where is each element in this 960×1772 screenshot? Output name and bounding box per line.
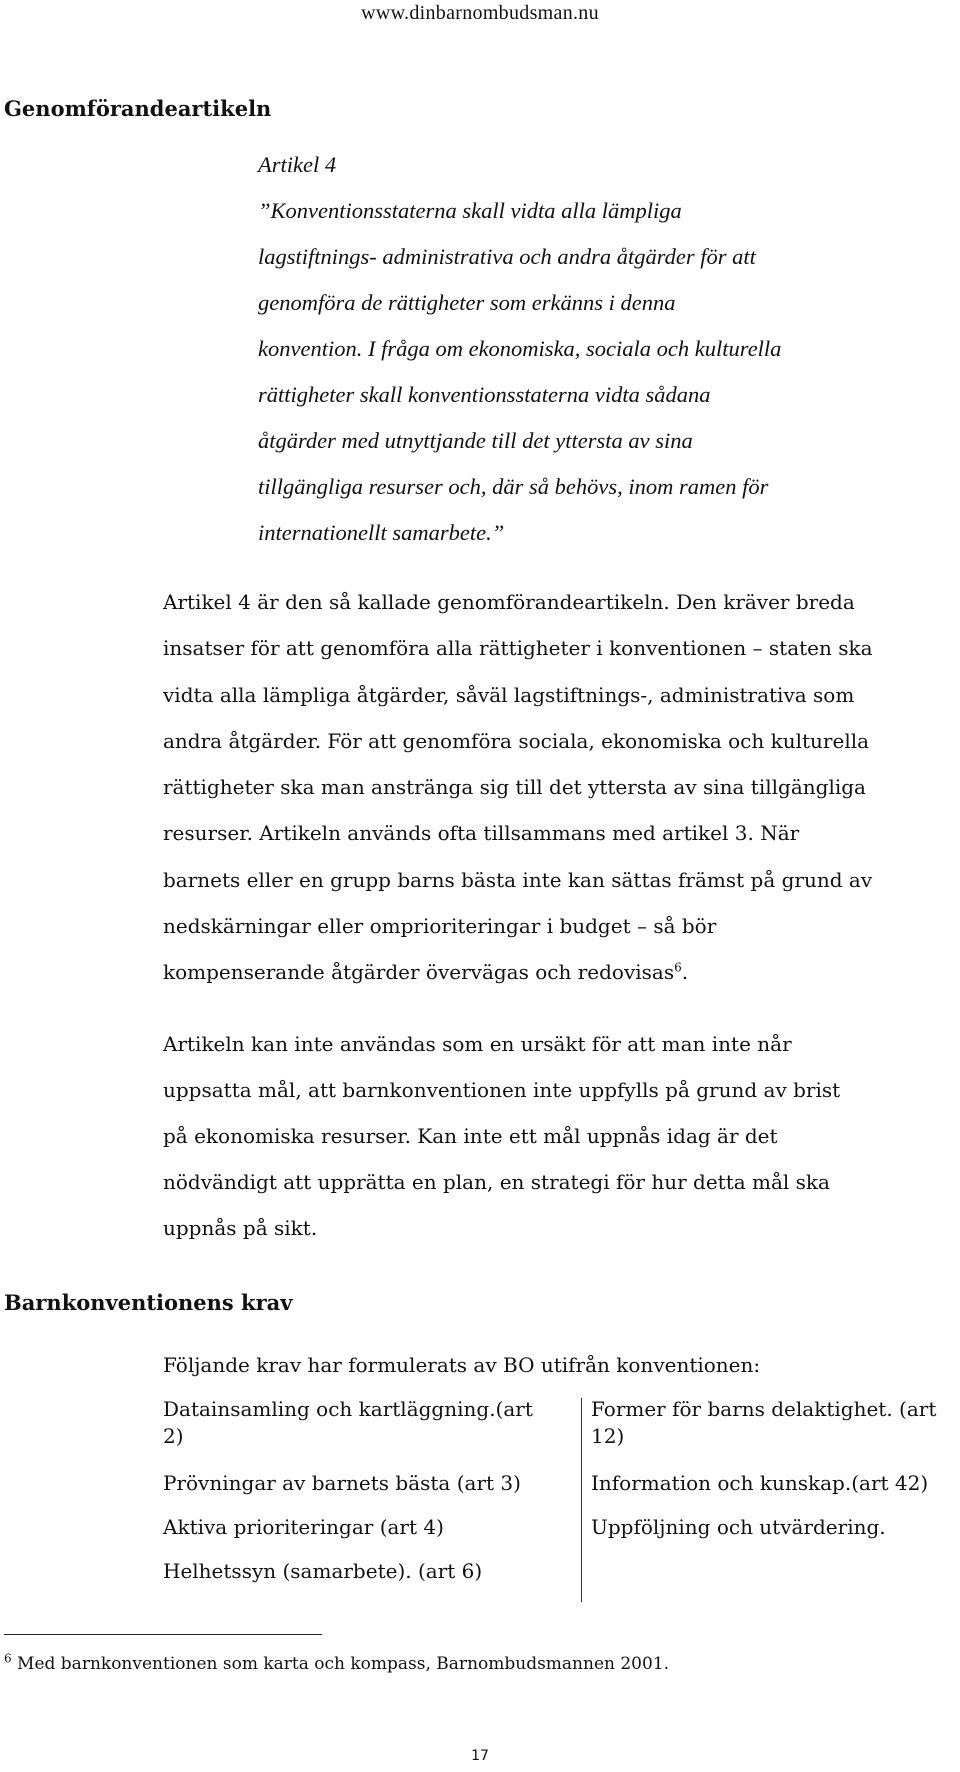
requirement-text: Former för barns delaktighet. (art: [591, 1397, 937, 1421]
section-heading: Barnkonventionens krav: [4, 1290, 293, 1315]
article-quote: [258, 152, 781, 566]
body-paragraph: [163, 1032, 840, 1262]
footnote-text: Med barnkonventionen som karta och kompass, Barnombudsmannen 2001.: [11, 1654, 670, 1674]
quote-title: Artikel 4: [258, 152, 337, 177]
quote-line: åtgärder med utnyttjande till det yttersta av sina: [258, 428, 693, 453]
quote-line: rättigheter skall konventionsstaterna vidta sådana: [258, 382, 711, 407]
requirement-item: Information och kunskap.(art 42): [591, 1471, 929, 1495]
paragraph-line: Artikel 4 är den så kallade genomförandeartikeln. Den kräver breda: [163, 590, 855, 614]
requirements-intro: Följande krav har formulerats av BO utifrån konventionen:: [163, 1353, 761, 1377]
footnote: [4, 1651, 670, 1674]
header-url: www.dinbarnombudsman.nu: [361, 2, 599, 24]
quote-line: tillgängliga resurser och, där så behövs, inom ramen för: [258, 474, 769, 499]
requirement-item: [163, 1396, 533, 1450]
requirement-item: Helhetssyn (samarbete). (art 6): [163, 1559, 483, 1583]
paragraph-line: uppnås på sikt.: [163, 1216, 318, 1240]
paragraph-period: .: [681, 960, 689, 985]
paragraph-line: vidta alla lämpliga åtgärder, såväl lagstiftnings-, administrativa som: [163, 682, 855, 707]
paragraph-line: resurser. Artikeln används ofta tillsammans med artikel 3. När: [163, 821, 800, 846]
quote-line: internationellt samarbete.”: [258, 520, 505, 545]
body-paragraph: [163, 590, 873, 1007]
quote-line: konvention. I fråga om ekonomiska, sociala och kulturella: [258, 336, 782, 361]
requirement-item: Aktiva prioriteringar (art 4): [163, 1515, 444, 1539]
column-divider: [581, 1398, 582, 1602]
requirements-right-column: [591, 1396, 960, 1596]
quote-line: genomföra de rättigheter som erkänns i denna: [258, 290, 676, 315]
paragraph-line: uppsatta mål, att barnkonventionen inte uppfylls på grund av brist: [163, 1078, 841, 1102]
footnote-reference[interactable]: 6: [674, 960, 682, 975]
requirements-left-column: [163, 1396, 573, 1596]
requirement-item: Prövningar av barnets bästa (art 3): [163, 1471, 521, 1495]
page-number: 17: [471, 1748, 489, 1764]
paragraph-line: rättigheter ska man anstränga sig till det yttersta av sina tillgängliga: [163, 775, 866, 800]
footnote-separator: [4, 1634, 322, 1635]
requirement-text: 12): [591, 1424, 625, 1448]
paragraph-line: barnets eller en grupp barns bästa inte kan sättas främst på grund av: [163, 867, 873, 892]
paragraph-text: kompenserande åtgärder övervägas och redovisas: [163, 960, 675, 985]
paragraph-line: andra åtgärder. För att genomföra sociala, ekonomiska och kulturella: [163, 728, 870, 753]
section-heading: Genomförandeartikeln: [4, 96, 272, 121]
requirement-text: 2): [163, 1424, 184, 1448]
requirement-item: [591, 1396, 936, 1450]
footnote-number: 6: [4, 1651, 12, 1666]
quote-line: lagstiftnings- administrativa och andra åtgärder för att: [258, 244, 756, 269]
requirement-text: Datainsamling och kartläggning.(art: [163, 1397, 533, 1421]
paragraph-line: på ekonomiska resurser. Kan inte ett mål uppnås idag är det: [163, 1124, 778, 1148]
paragraph-line: nödvändigt att upprätta en plan, en strategi för hur detta mål ska: [163, 1170, 830, 1194]
requirement-item: Uppföljning och utvärdering.: [591, 1515, 886, 1539]
paragraph-line-last: [163, 960, 873, 1006]
paragraph-line: nedskärningar eller omprioriteringar i budget – så bör: [163, 914, 717, 939]
paragraph-line: Artikeln kan inte användas som en ursäkt för att man inte når: [163, 1032, 792, 1056]
quote-line: ”Konventionsstaterna skall vidta alla lämpliga: [258, 198, 682, 223]
paragraph-line: insatser för att genomföra alla rättigheter i konventionen – staten ska: [163, 636, 873, 661]
